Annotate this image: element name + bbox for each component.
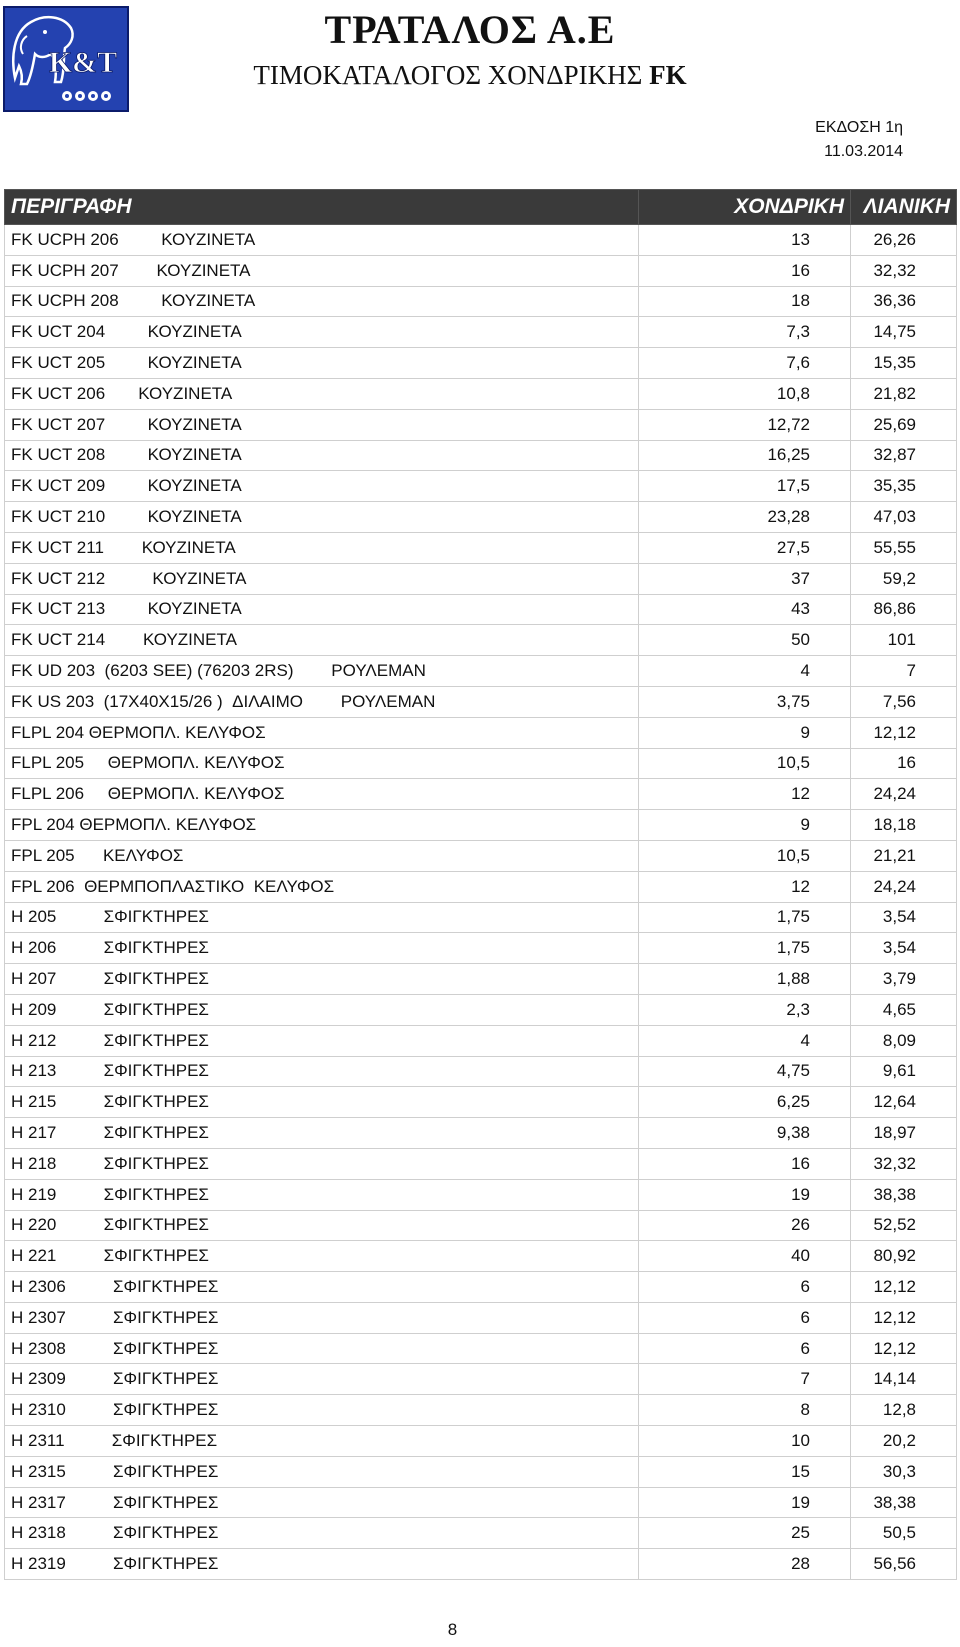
cell-wholesale-price: 28 [639,1549,851,1580]
cell-wholesale-price: 4 [639,656,851,687]
cell-description: H 2318 ΣΦΙΓΚΤΗΡΕΣ [5,1518,639,1549]
table-row [5,964,957,995]
cell-retail-price: 32,32 [851,1148,957,1179]
cell-retail-price: 50,5 [851,1518,957,1549]
cell-description: H 207 ΣΦΙΓΚΤΗΡΕΣ [5,964,639,995]
cell-wholesale-price: 4,75 [639,1056,851,1087]
cell-retail-price: 3,54 [851,902,957,933]
table-row [5,1395,957,1426]
cell-retail-price: 12,12 [851,1272,957,1303]
cell-retail-price: 32,87 [851,440,957,471]
cell-wholesale-price: 16,25 [639,440,851,471]
table-row [5,1210,957,1241]
cell-description: FK UCT 213 ΚΟΥΖΙΝΕΤΑ [5,594,639,625]
cell-retail-price: 101 [851,625,957,656]
table-row [5,625,957,656]
cell-wholesale-price: 6 [639,1302,851,1333]
cell-retail-price: 47,03 [851,502,957,533]
cell-wholesale-price: 12,72 [639,409,851,440]
table-row [5,1518,957,1549]
cell-retail-price: 24,24 [851,871,957,902]
price-table [4,189,957,1580]
cell-wholesale-price: 9 [639,810,851,841]
cell-description: FK UCT 204 ΚΟΥΖΙΝΕΤΑ [5,317,639,348]
table-row [5,409,957,440]
cell-description: H 2310 ΣΦΙΓΚΤΗΡΕΣ [5,1395,639,1426]
cell-description: H 217 ΣΦΙΓΚΤΗΡΕΣ [5,1118,639,1149]
cell-retail-price: 25,69 [851,409,957,440]
cell-wholesale-price: 7,3 [639,317,851,348]
cell-wholesale-price: 12 [639,779,851,810]
cell-description: H 2308 ΣΦΙΓΚΤΗΡΕΣ [5,1333,639,1364]
table-row [5,225,957,256]
cell-retail-price: 7,56 [851,686,957,717]
cell-retail-price: 12,12 [851,1333,957,1364]
cell-wholesale-price: 1,75 [639,933,851,964]
catalog-title [140,60,800,91]
cell-retail-price: 26,26 [851,225,957,256]
cell-wholesale-price: 6 [639,1333,851,1364]
cell-wholesale-price: 37 [639,563,851,594]
company-logo [3,6,129,112]
cell-description: H 2306 ΣΦΙΓΚΤΗΡΕΣ [5,1272,639,1303]
cell-description: FK UCT 207 ΚΟΥΖΙΝΕΤΑ [5,409,639,440]
page-number: 8 [447,1620,458,1639]
cell-wholesale-price: 1,75 [639,902,851,933]
cell-wholesale-price: 7 [639,1364,851,1395]
cell-wholesale-price: 16 [639,1148,851,1179]
cell-wholesale-price: 10 [639,1426,851,1457]
cell-wholesale-price: 26 [639,1210,851,1241]
table-header-row [5,190,957,225]
table-row [5,317,957,348]
column-header-wholesale: ΧΟΝΔΡΙΚΗ [639,190,851,225]
cell-retail-price: 14,14 [851,1364,957,1395]
cell-description: FPL 206 ΘΕΡΜΠΟΠΛΑΣΤΙΚΟ ΚΕΛΥΦΟΣ [5,871,639,902]
cell-wholesale-price: 27,5 [639,532,851,563]
cell-retail-price: 3,54 [851,933,957,964]
cell-description: H 2319 ΣΦΙΓΚΤΗΡΕΣ [5,1549,639,1580]
table-row [5,471,957,502]
table-row [5,255,957,286]
table-row [5,1487,957,1518]
cell-retail-price: 35,35 [851,471,957,502]
table-row [5,933,957,964]
cell-description: H 220 ΣΦΙΓΚΤΗΡΕΣ [5,1210,639,1241]
cell-retail-price: 38,38 [851,1487,957,1518]
cell-retail-price: 15,35 [851,348,957,379]
cell-retail-price: 18,18 [851,810,957,841]
table-row [5,1333,957,1364]
cell-wholesale-price: 7,6 [639,348,851,379]
cell-retail-price: 21,82 [851,378,957,409]
cell-retail-price: 56,56 [851,1549,957,1580]
cell-retail-price: 8,09 [851,1025,957,1056]
cell-description: FK UCT 208 ΚΟΥΖΙΝΕΤΑ [5,440,639,471]
table-row [5,440,957,471]
edition-label: ΕΚΔΟΣΗ 1η [815,119,903,136]
table-row [5,1426,957,1457]
table-row [5,717,957,748]
table-row [5,1148,957,1179]
table-row [5,810,957,841]
cell-description: H 221 ΣΦΙΓΚΤΗΡΕΣ [5,1241,639,1272]
cell-description: H 219 ΣΦΙΓΚΤΗΡΕΣ [5,1179,639,1210]
cell-description: H 205 ΣΦΙΓΚΤΗΡΕΣ [5,902,639,933]
cell-wholesale-price: 4 [639,1025,851,1056]
table-row [5,1364,957,1395]
table-row [5,1549,957,1580]
cell-wholesale-price: 40 [639,1241,851,1272]
cell-retail-price: 24,24 [851,779,957,810]
cell-wholesale-price: 23,28 [639,502,851,533]
elephant-logo-icon [5,8,127,110]
cell-retail-price: 55,55 [851,532,957,563]
cell-description: FLPL 206 ΘΕΡΜΟΠΛ. ΚΕΛΥΦΟΣ [5,779,639,810]
table-row [5,1087,957,1118]
cell-wholesale-price: 8 [639,1395,851,1426]
cell-retail-price: 86,86 [851,594,957,625]
cell-retail-price: 18,97 [851,1118,957,1149]
cell-wholesale-price: 12 [639,871,851,902]
cell-retail-price: 12,64 [851,1087,957,1118]
column-header-description: ΠΕΡΙΓΡΑΦΗ [5,190,639,225]
cell-wholesale-price: 25 [639,1518,851,1549]
catalog-prefix: ΤΙΜΟΚΑΤΑΛΟΓΟΣ ΧΟΝΔΡΙΚΗΣ [253,60,650,90]
cell-retail-price: 36,36 [851,286,957,317]
cell-wholesale-price: 10,8 [639,378,851,409]
cell-retail-price: 12,12 [851,1302,957,1333]
cell-retail-price: 12,8 [851,1395,957,1426]
cell-retail-price: 14,75 [851,317,957,348]
table-row [5,871,957,902]
cell-description: FK UCPH 208 ΚΟΥΖΙΝΕΤΑ [5,286,639,317]
cell-retail-price: 3,79 [851,964,957,995]
svg-text:K&T: K&T [48,46,118,79]
table-row [5,378,957,409]
table-row [5,594,957,625]
cell-retail-price: 30,3 [851,1456,957,1487]
table-row [5,840,957,871]
table-row [5,1056,957,1087]
cell-description: H 215 ΣΦΙΓΚΤΗΡΕΣ [5,1087,639,1118]
table-row [5,994,957,1025]
table-row [5,1241,957,1272]
table-row [5,502,957,533]
cell-retail-price: 20,2 [851,1426,957,1457]
cell-retail-price: 21,21 [851,840,957,871]
column-header-retail: ΛΙΑΝΙΚΗ [851,190,957,225]
cell-wholesale-price: 3,75 [639,686,851,717]
cell-retail-price: 80,92 [851,1241,957,1272]
cell-retail-price: 9,61 [851,1056,957,1087]
table-row [5,348,957,379]
cell-description: H 209 ΣΦΙΓΚΤΗΡΕΣ [5,994,639,1025]
cell-description: FK UCT 206 ΚΟΥΖΙΝΕΤΑ [5,378,639,409]
table-row [5,1179,957,1210]
cell-wholesale-price: 18 [639,286,851,317]
cell-wholesale-price: 10,5 [639,840,851,871]
table-row [5,902,957,933]
cell-retail-price: 12,12 [851,717,957,748]
cell-wholesale-price: 16 [639,255,851,286]
cell-description: FK UCT 210 ΚΟΥΖΙΝΕΤΑ [5,502,639,533]
cell-retail-price: 7 [851,656,957,687]
cell-description: FLPL 205 ΘΕΡΜΟΠΛ. ΚΕΛΥΦΟΣ [5,748,639,779]
cell-wholesale-price: 13 [639,225,851,256]
cell-description: FK UCPH 207 ΚΟΥΖΙΝΕΤΑ [5,255,639,286]
cell-description: H 2315 ΣΦΙΓΚΤΗΡΕΣ [5,1456,639,1487]
catalog-brand: FK [649,60,687,90]
cell-wholesale-price: 2,3 [639,994,851,1025]
cell-wholesale-price: 6,25 [639,1087,851,1118]
cell-description: H 212 ΣΦΙΓΚΤΗΡΕΣ [5,1025,639,1056]
cell-wholesale-price: 9 [639,717,851,748]
cell-wholesale-price: 50 [639,625,851,656]
cell-retail-price: 4,65 [851,994,957,1025]
table-row [5,532,957,563]
cell-description: FK UCT 205 ΚΟΥΖΙΝΕΤΑ [5,348,639,379]
cell-description: H 2307 ΣΦΙΓΚΤΗΡΕΣ [5,1302,639,1333]
cell-description: FPL 205 ΚΕΛΥΦΟΣ [5,840,639,871]
cell-wholesale-price: 17,5 [639,471,851,502]
table-row [5,1272,957,1303]
cell-description: H 2317 ΣΦΙΓΚΤΗΡΕΣ [5,1487,639,1518]
cell-wholesale-price: 9,38 [639,1118,851,1149]
cell-wholesale-price: 6 [639,1272,851,1303]
cell-description: FK UCT 209 ΚΟΥΖΙΝΕΤΑ [5,471,639,502]
cell-description: H 206 ΣΦΙΓΚΤΗΡΕΣ [5,933,639,964]
cell-description: FK UCT 211 ΚΟΥΖΙΝΕΤΑ [5,532,639,563]
table-row [5,686,957,717]
table-row [5,1302,957,1333]
cell-description: H 213 ΣΦΙΓΚΤΗΡΕΣ [5,1056,639,1087]
table-row [5,286,957,317]
cell-retail-price: 16 [851,748,957,779]
cell-retail-price: 32,32 [851,255,957,286]
table-row [5,779,957,810]
table-row [5,656,957,687]
cell-description: H 2309 ΣΦΙΓΚΤΗΡΕΣ [5,1364,639,1395]
edition-date: 11.03.2014 [824,143,903,160]
table-row [5,1456,957,1487]
cell-description: FK UCT 212 ΚΟΥΖΙΝΕΤΑ [5,563,639,594]
cell-retail-price: 59,2 [851,563,957,594]
cell-description: FK US 203 (17X40X15/26 ) ΔΙΛΑΙΜΟ ΡΟΥΛΕΜΑΝ [5,686,639,717]
cell-wholesale-price: 19 [639,1179,851,1210]
table-row [5,563,957,594]
cell-wholesale-price: 19 [639,1487,851,1518]
cell-description: H 218 ΣΦΙΓΚΤΗΡΕΣ [5,1148,639,1179]
company-name: ΤΡΑΤΑΛΟΣ Α.Ε [324,7,616,52]
cell-wholesale-price: 43 [639,594,851,625]
cell-wholesale-price: 10,5 [639,748,851,779]
cell-description: FK UD 203 (6203 SEE) (76203 2RS) ΡΟΥΛΕΜΑΝ [5,656,639,687]
cell-description: H 2311 ΣΦΙΓΚΤΗΡΕΣ [5,1426,639,1457]
cell-description: FK UCT 214 ΚΟΥΖΙΝΕΤΑ [5,625,639,656]
table-row [5,748,957,779]
cell-description: FPL 204 ΘΕΡΜΟΠΛ. ΚΕΛΥΦΟΣ [5,810,639,841]
table-row [5,1118,957,1149]
cell-wholesale-price: 1,88 [639,964,851,995]
table-row [5,1025,957,1056]
cell-description: FK UCPH 206 ΚΟΥΖΙΝΕΤΑ [5,225,639,256]
cell-retail-price: 52,52 [851,1210,957,1241]
cell-description: FLPL 204 ΘΕΡΜΟΠΛ. ΚΕΛΥΦΟΣ [5,717,639,748]
table-body [5,225,957,1580]
cell-wholesale-price: 15 [639,1456,851,1487]
cell-retail-price: 38,38 [851,1179,957,1210]
